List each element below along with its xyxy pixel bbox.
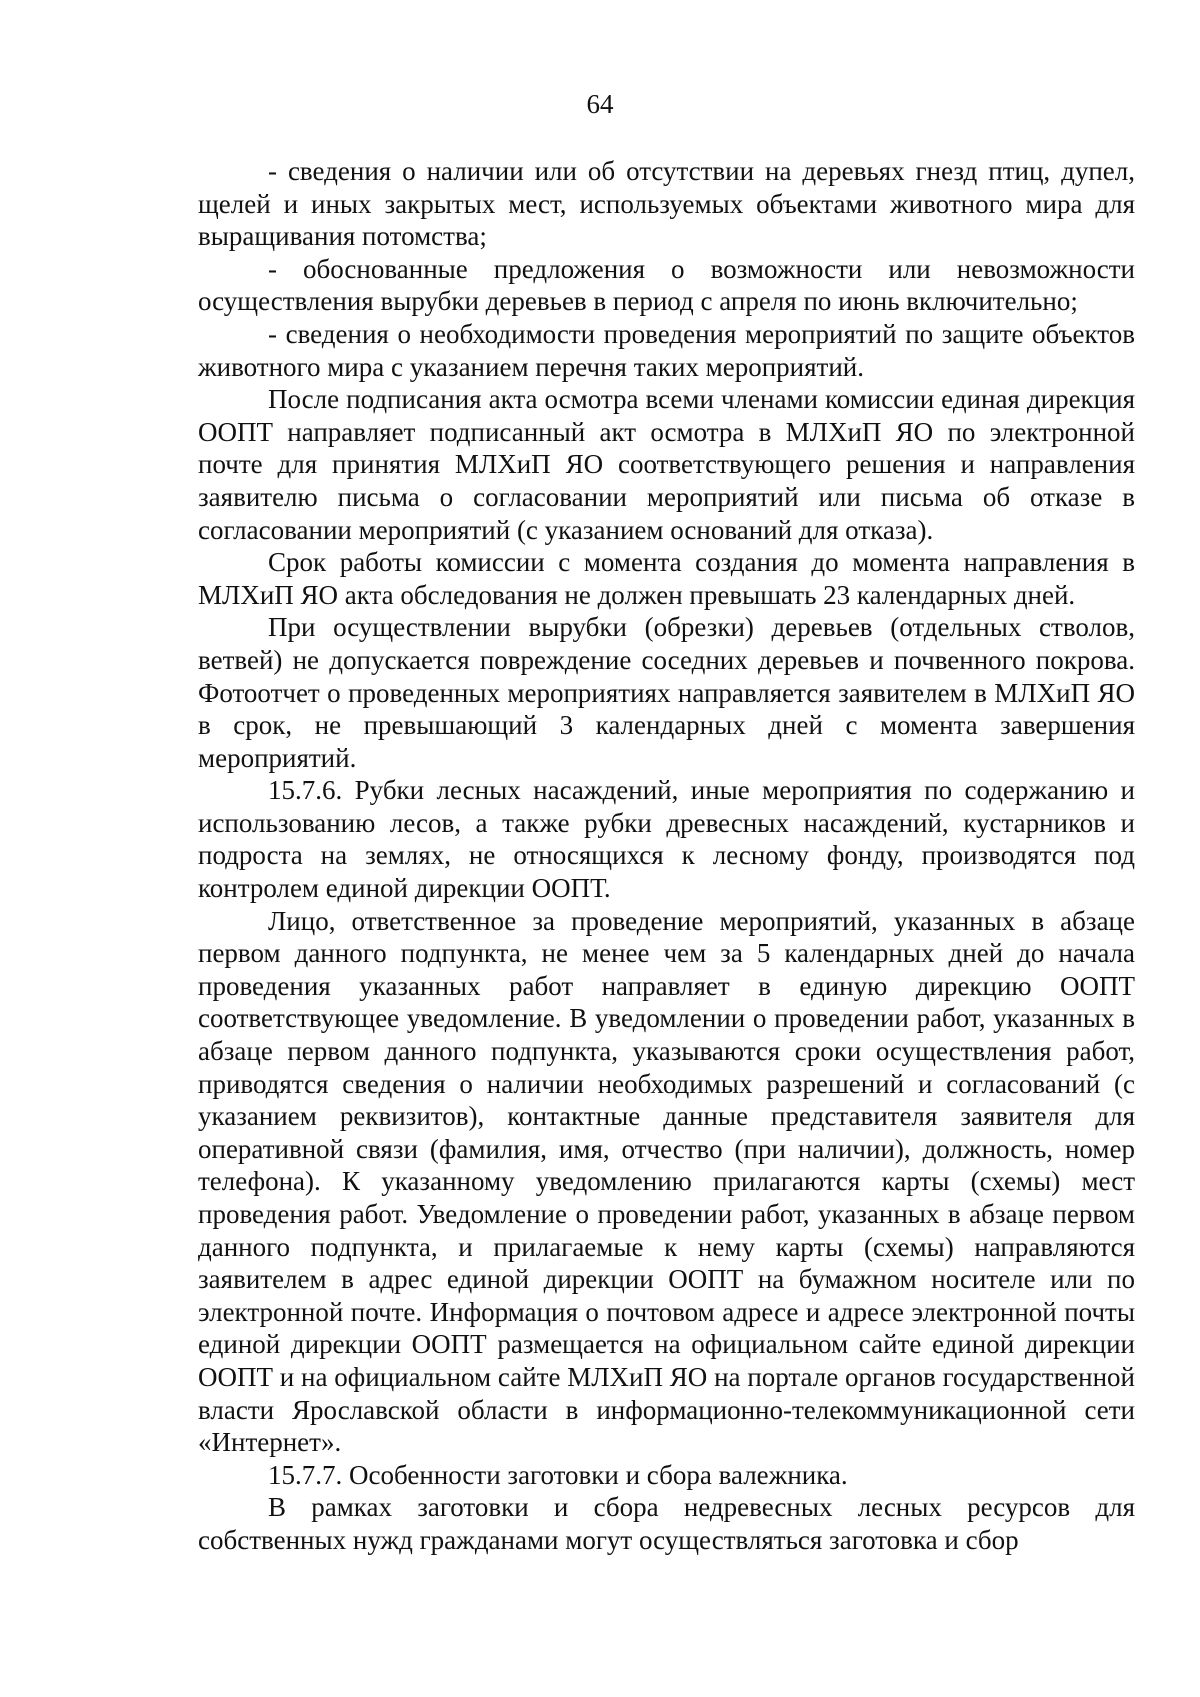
paragraph-commission-term: Срок работы комиссии с момента создания до момента направления в МЛХиП ЯО акта обследования не должен превышать 23 календарных дней. (198, 547, 1135, 610)
paragraph-deadwood-collection: В рамках заготовки и сбора недревесных лесных ресурсов для собственных нужд гражданами могут осуществляться заготовка и сбор (198, 1492, 1135, 1555)
paragraph-section-15-7-6: 15.7.6. Рубки лесных насаждений, иные мероприятия по содержанию и использованию лесов, а также рубки древесных насаждений, кустарников и подроста на землях, не относящихся к лесному фонду, производятся под контролем единой дирекции ООПТ. (198, 775, 1135, 904)
paragraph-felling-rules: При осуществлении вырубки (обрезки) деревьев (отдельных стволов, ветвей) не допускается повреждение соседних деревьев и почвенного покрова. Фотоотчет о проведенных мероприятиях направляется заявителем в МЛХиП ЯО в срок, не превышающий 3 календарных дней с момента завершения мероприятий. (198, 612, 1135, 773)
paragraph-felling-period: - обоснованные предложения о возможности или невозможности осуществления вырубки деревьев в период с апреля по июнь включительно; (198, 253, 1135, 317)
paragraph-section-15-7-7: 15.7.7. Особенности заготовки и сбора валежника. (268, 1459, 848, 1490)
document-body (198, 155, 1135, 1557)
paragraph-inspection-act: После подписания акта осмотра всеми членами комиссии единая дирекция ООПТ направляет подписанный акт осмотра в МЛХиП ЯО по электронной почте для принятия МЛХиП ЯО соответствующего решения и направления заявителю письма о согласовании мероприятий или письма об отказе в согласовании мероприятий (с указанием оснований для отказа). (198, 384, 1135, 545)
paragraph-notification: Лицо, ответственное за проведение мероприятий, указанных в абзаце первом данного подпункта, не менее чем за 5 календарных дней до начала проведения указанных работ направляет в единую дирекцию ООПТ соответствующее уведомление. В уведомлении о проведении работ, указанных в абзаце первом данного подпункта, указываются сроки осуществления работ, приводятся сведения о наличии необходимых разрешений и согласований (с указанием реквизитов), контактные данные представителя заявителя для оперативной связи (фамилия, имя, отчество (при наличии), должность, номер телефона). К указанному уведомлению прилагаются карты (схемы) мест проведения работ. Уведомление о проведении работ, указанных в абзаце первом данного подпункта, и прилагаемые к нему карты (схемы) направляются заявителем в адрес единой дирекции ООПТ на бумажном носителе или по электронной почте. Информация о почтовом адресе и адресе электронной почты единой дирекции ООПТ размещается на официальном сайте единой дирекции ООПТ и на официальном сайте МЛХиП ЯО на портале органов государственной власти Ярославской области в информационно-телекоммуникационной сети «Интернет». (198, 905, 1135, 1458)
paragraph-bird-nests: - сведения о наличии или об отсутствии на деревьях гнезд птиц, дупел, щелей и иных закрытых мест, используемых объектами животного мира для выращивания потомства; (198, 156, 1135, 252)
paragraph-protection-measures: - сведения о необходимости проведения мероприятий по защите объектов животного мира с указанием перечня таких мероприятий. (198, 318, 1135, 382)
page-number: 64 (586, 89, 614, 119)
